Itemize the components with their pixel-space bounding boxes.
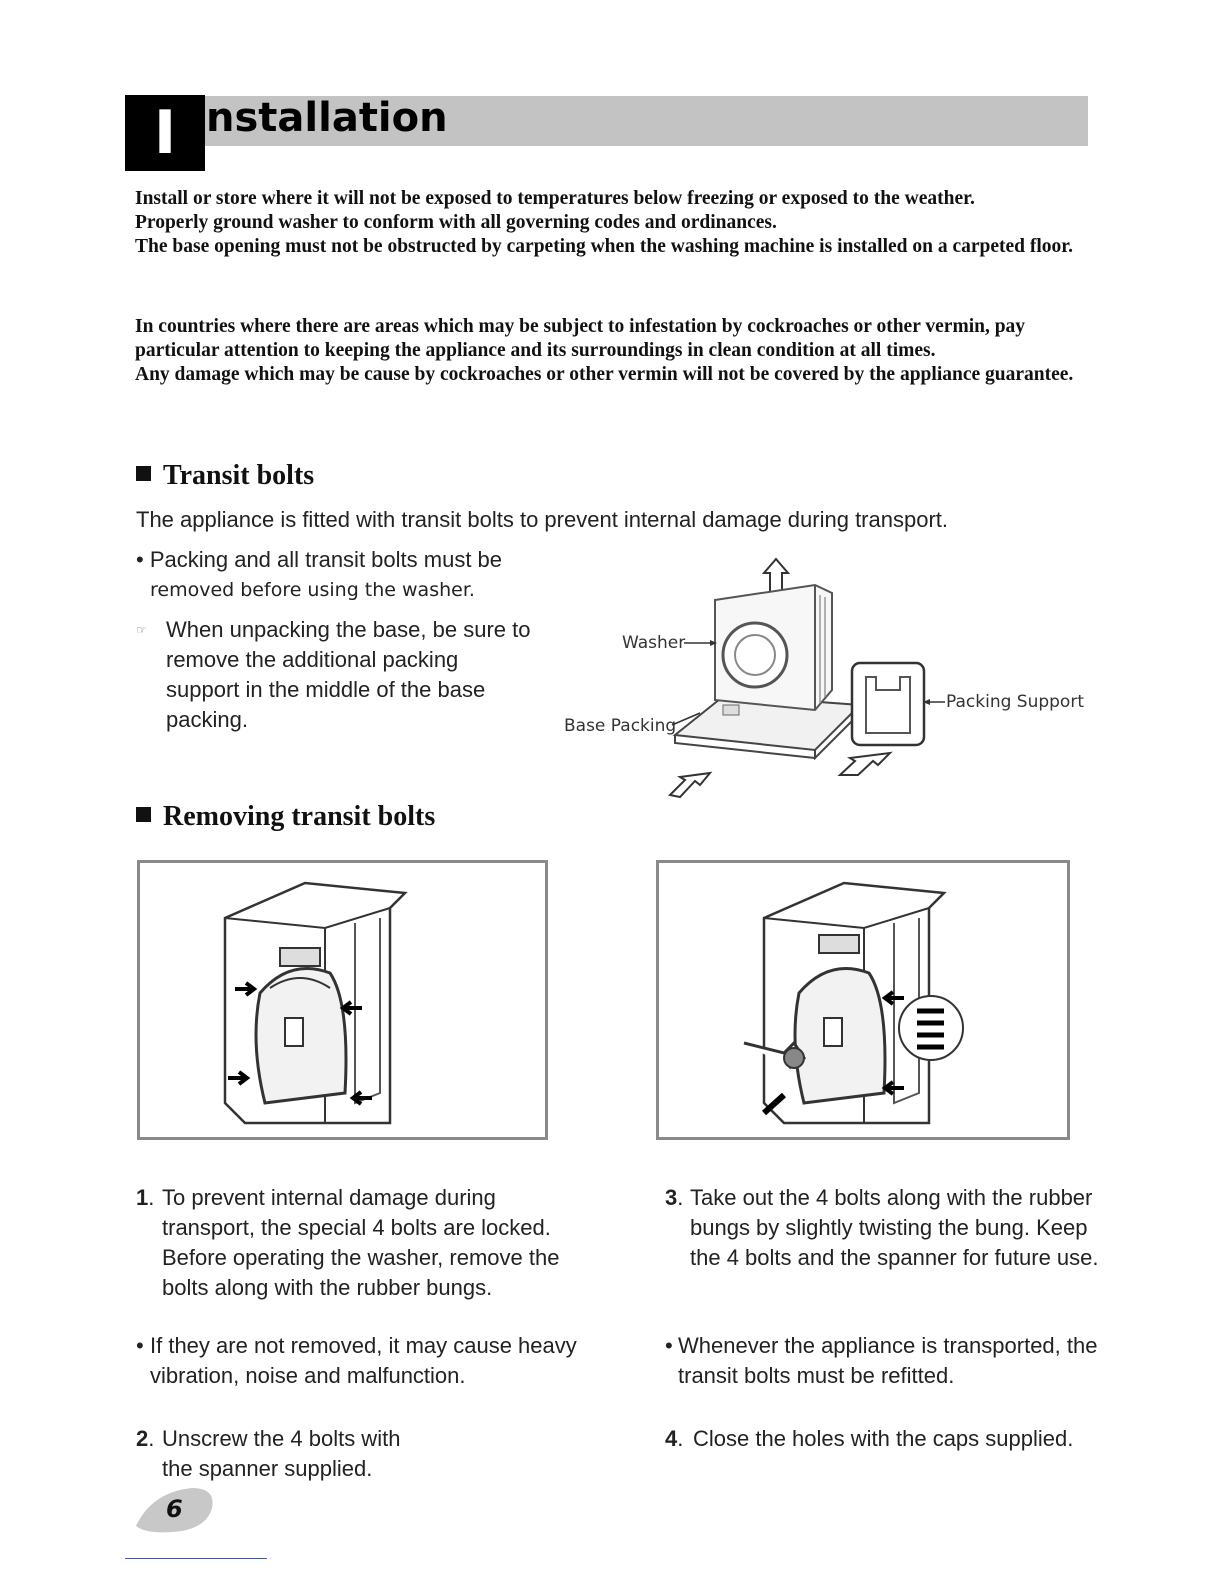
pull-arrow-icon [840,753,890,775]
intro-paragraph: Any damage which may be cause by cockroaches or other vermin will not be covered by the appliance guarantee. [135,364,1074,385]
transit-lead: The appliance is fitted with transit bolts to prevent internal damage during transport. [136,507,949,532]
intro-paragraph: Properly ground washer to conform with all governing codes and ordinances. [135,212,777,233]
intro-paragraph: The base opening must not be obstructed by carpeting when the washing machine is installed on a carpeted floor. [135,236,1074,257]
page-number: 6 [166,1495,183,1523]
step-2: 2. Unscrew the 4 bolts with the spanner supplied. [136,1426,401,1481]
intro-paragraph: In countries where there are areas which may be subject to infestation by cockroaches or other vermin, pay particular attention to keeping the appliance and its surroundings in clean condition at all times. [135,316,1026,361]
pointing-hand-icon: ☞ [136,623,147,637]
bullet-dot-icon: • [136,1333,144,1358]
figure-box-remove-bolts [656,860,1070,1140]
bullet-dot-icon: • [665,1333,673,1358]
transit-bullet: • Packing and all transit bolts must be removed before using the washer. [136,547,503,601]
pull-arrow-icon [670,773,710,797]
bullet-dot-icon: • [136,547,150,572]
warning-bullet-2: • Whenever the appliance is transported, the transit bolts must be refitted. [665,1331,1120,1391]
step-4: 4. Close the holes with the caps supplied. [665,1426,1074,1451]
washer-rear-illustration [140,863,545,1137]
section-heading-removing-bolts: Removing transit bolts [136,799,435,835]
step-1: 1. To prevent internal damage during transport, the special 4 bolts are locked. Before operating the washer, remove the bolts along with the rubber bungs. [136,1185,560,1300]
step-3: 3. Take out the 4 bolts along with the rubber bungs by slightly twisting the bung. Keep the 4 bolts and the spanner for future use. [665,1185,1099,1270]
page-number-badge [132,1486,218,1534]
washer-unpacking-illustration [560,555,1080,805]
label-base-packing: Base Packing [564,716,677,736]
footer-rule [125,1558,267,1559]
square-bullet-icon [136,807,151,822]
figure-box-unscrew-bolts [137,860,548,1140]
square-bullet-icon [136,466,151,481]
label-packing-support: Packing Support [946,692,1084,712]
transit-note: ☞ When unpacking the base, be sure to remove the additional packing support in the middle of the base packing. [136,617,531,732]
intro-block-2 [135,315,1085,387]
section-heading-transit-bolts: Transit bolts [136,458,314,494]
page-title: nstallation [206,95,448,141]
intro-block-1 [135,187,1085,259]
label-washer: Washer [622,633,686,653]
intro-paragraph: Install or store where it will not be exposed to temperatures below freezing or exposed to the weather. [135,188,975,209]
header-initial: I [153,98,177,168]
washer-rear-spanner-illustration [659,863,1067,1137]
warning-bullet-1: • If they are not removed, it may cause heavy vibration, noise and malfunction. [136,1331,596,1391]
